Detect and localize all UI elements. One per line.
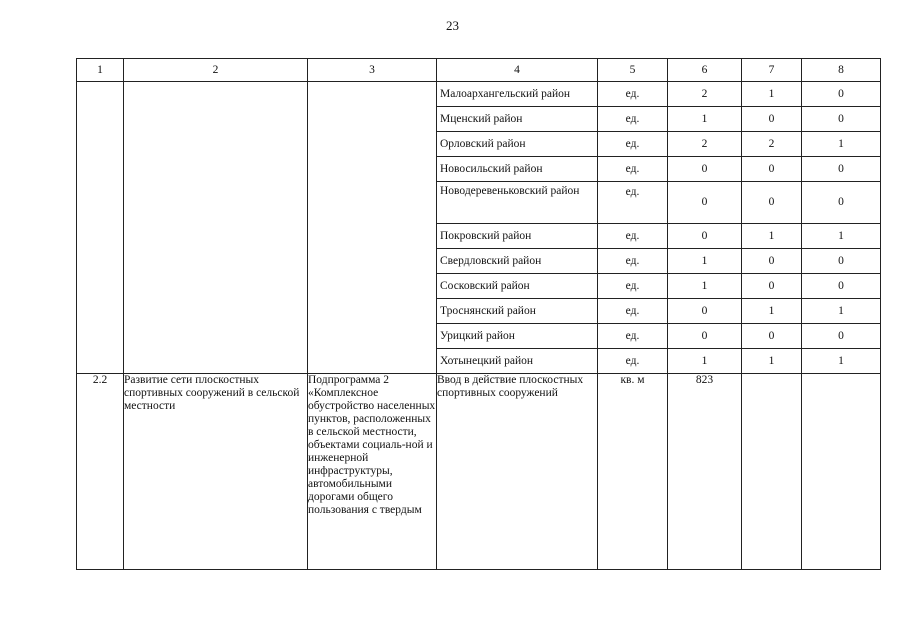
header-cell-3: 3	[308, 59, 437, 82]
header-cell-8: 8	[802, 59, 881, 82]
district-name: Сосковский район	[437, 274, 598, 299]
table-row	[77, 82, 881, 107]
district-name: Урицкий район	[437, 324, 598, 349]
value-col7: 0	[742, 324, 802, 349]
unit-cell: ед.	[598, 157, 668, 182]
unit-cell: ед.	[598, 299, 668, 324]
unit-cell: ед.	[598, 249, 668, 274]
value-col6: 2	[668, 82, 742, 107]
district-name: Троснянский район	[437, 299, 598, 324]
unit-cell: ед.	[598, 132, 668, 157]
value-col8: 0	[802, 82, 881, 107]
value-col6: 823	[668, 374, 742, 570]
value-col7: 1	[742, 82, 802, 107]
value-col6: 1	[668, 349, 742, 374]
value-col8: 0	[802, 107, 881, 132]
value-col7: 0	[742, 157, 802, 182]
row-number: 2.2	[77, 374, 124, 570]
value-col6: 1	[668, 274, 742, 299]
empty-cell-2	[124, 82, 308, 374]
value-col7: 1	[742, 349, 802, 374]
district-name: Новодеревеньковский район	[437, 182, 598, 224]
unit-cell: ед.	[598, 349, 668, 374]
empty-cell-1	[77, 82, 124, 374]
district-name: Орловский район	[437, 132, 598, 157]
value-col6: 1	[668, 249, 742, 274]
value-col7: 0	[742, 274, 802, 299]
unit-cell: ед.	[598, 182, 668, 224]
empty-cell-3	[308, 82, 437, 374]
value-col8: 1	[802, 299, 881, 324]
value-col7: 0	[742, 107, 802, 132]
indicator-name: Ввод в действие плоскостных спортивных сооружений	[437, 374, 598, 570]
value-col7: 2	[742, 132, 802, 157]
value-col7: 1	[742, 224, 802, 249]
unit-cell: ед.	[598, 274, 668, 299]
unit-cell: ед.	[598, 82, 668, 107]
header-cell-4: 4	[437, 59, 598, 82]
value-col8	[802, 374, 881, 570]
unit-cell: ед.	[598, 324, 668, 349]
value-col6: 2	[668, 132, 742, 157]
value-col8: 1	[802, 224, 881, 249]
value-col8: 1	[802, 132, 881, 157]
value-col8: 0	[802, 249, 881, 274]
district-name: Покровский район	[437, 224, 598, 249]
district-name: Новосильский район	[437, 157, 598, 182]
header-row	[77, 59, 881, 82]
header-cell-1: 1	[77, 59, 124, 82]
value-col7: 0	[742, 249, 802, 274]
district-name: Хотынецкий район	[437, 349, 598, 374]
indicators-table	[76, 58, 881, 570]
header-cell-7: 7	[742, 59, 802, 82]
value-col8: 0	[802, 182, 881, 224]
value-col6: 1	[668, 107, 742, 132]
district-name: Свердловский район	[437, 249, 598, 274]
value-col6: 0	[668, 324, 742, 349]
header-cell-6: 6	[668, 59, 742, 82]
value-col6: 0	[668, 157, 742, 182]
program-name: Подпрограмма 2 «Комплексное обустройство населенных пунктов, расположенных в сельской местности, объектами социаль-ной и инженерной инфраструктуры, автомобильными дорогами общего пользования с твердым	[308, 374, 437, 570]
value-col8: 0	[802, 274, 881, 299]
value-col8: 0	[802, 157, 881, 182]
header-cell-2: 2	[124, 59, 308, 82]
value-col8: 1	[802, 349, 881, 374]
header-cell-5: 5	[598, 59, 668, 82]
value-col7: 0	[742, 182, 802, 224]
value-col8: 0	[802, 324, 881, 349]
unit-cell: кв. м	[598, 374, 668, 570]
district-name: Малоархангельский район	[437, 82, 598, 107]
value-col6: 0	[668, 224, 742, 249]
unit-cell: ед.	[598, 224, 668, 249]
activity-name: Развитие сети плоскостных спортивных сооружений в сельской местности	[124, 374, 308, 570]
table-row-2-2	[77, 374, 881, 570]
value-col6: 0	[668, 299, 742, 324]
page-number: 23	[446, 18, 459, 33]
district-name: Мценский район	[437, 107, 598, 132]
value-col6: 0	[668, 182, 742, 224]
value-col7	[742, 374, 802, 570]
value-col7: 1	[742, 299, 802, 324]
unit-cell: ед.	[598, 107, 668, 132]
